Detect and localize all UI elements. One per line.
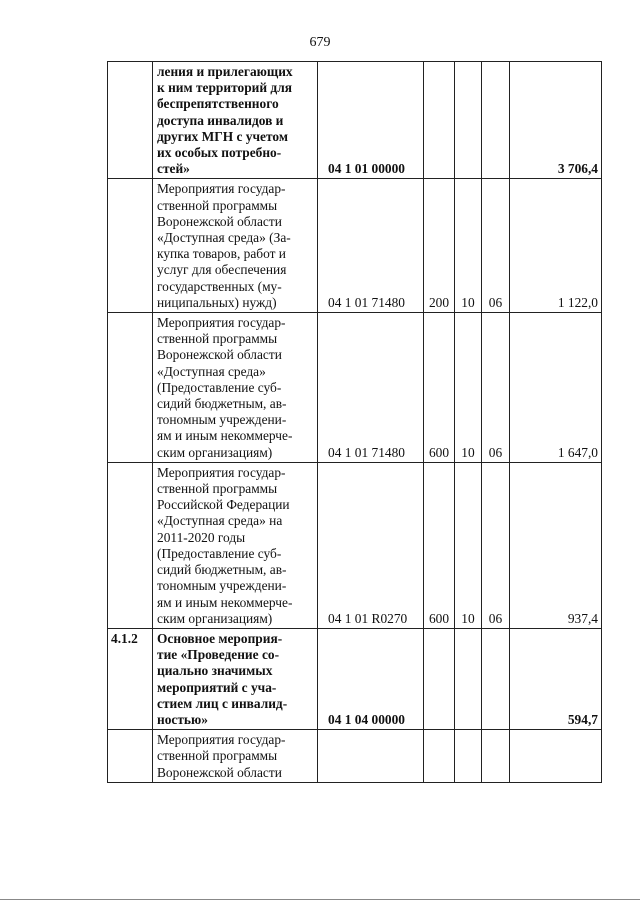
target-code-cell: 04 1 01 71480 <box>318 313 424 463</box>
row-number-cell <box>108 179 153 313</box>
expense-type-cell <box>424 628 455 729</box>
amount-cell: 937,4 <box>510 462 602 628</box>
table-row <box>108 313 602 463</box>
target-code-cell: 04 1 01 00000 <box>318 62 424 179</box>
row-name-cell <box>153 628 318 729</box>
row-name-cell <box>153 730 318 783</box>
row-name-text: Основное мероприя- тие «Проведение со- циально значимых мероприятий с уча- стием лиц с инвалид- ностью» <box>157 630 288 727</box>
table-row <box>108 62 602 179</box>
section-cell: 10 <box>455 462 482 628</box>
section-cell <box>455 730 482 783</box>
subsection-cell <box>482 730 510 783</box>
target-code-cell: 04 1 04 00000 <box>318 628 424 729</box>
subsection-cell <box>482 628 510 729</box>
row-name-cell <box>153 62 318 179</box>
expense-type-cell <box>424 730 455 783</box>
table-row <box>108 179 602 313</box>
subsection-cell: 06 <box>482 462 510 628</box>
page-bottom-rule <box>0 899 640 900</box>
section-cell <box>455 62 482 179</box>
row-number-cell <box>108 62 153 179</box>
row-number-cell <box>108 462 153 628</box>
target-code-cell: 04 1 01 R0270 <box>318 462 424 628</box>
row-name-cell <box>153 313 318 463</box>
row-name-text: Мероприятия государ- ственной программы Воронежской области «Доступная среда» (Предоставление суб- сидий бюджетным, ав- тономным учреждени- ям и иным некоммерче- ским организациям) <box>157 315 293 460</box>
table-body <box>108 62 602 783</box>
section-cell <box>455 628 482 729</box>
page-number: 679 <box>309 35 331 50</box>
amount-cell: 3 706,4 <box>510 62 602 179</box>
amount-cell: 1 122,0 <box>510 179 602 313</box>
row-name-text: Мероприятия государ- ственной программы Российской Федерации «Доступная среда» на 2011-2020 годы (Предоставление суб- сидий бюджетным, ав- тономным учреждени- ям и иным некоммерче- ским организациям) <box>157 464 293 626</box>
row-name-cell <box>153 462 318 628</box>
row-number-cell <box>108 313 153 463</box>
subsection-cell <box>482 62 510 179</box>
subsection-cell: 06 <box>482 313 510 463</box>
amount-cell <box>510 730 602 783</box>
row-name-text: ления и прилегающих к ним территорий для беспрепятственного доступа инвалидов и других МГН с учетом их особых потребно- стей» <box>157 64 293 177</box>
budget-table <box>107 61 602 783</box>
table-row <box>108 628 602 729</box>
row-name-text: Мероприятия государ- ственной программы Воронежской области «Доступная среда» (За- купка товаров, работ и услуг для обеспечения государственных (му- ниципальных) нужд) <box>157 181 291 310</box>
amount-cell: 1 647,0 <box>510 313 602 463</box>
expense-type-cell: 600 <box>424 313 455 463</box>
row-name-text: Мероприятия государ- ственной программы Воронежской области <box>157 732 286 780</box>
section-cell: 10 <box>455 179 482 313</box>
subsection-cell: 06 <box>482 179 510 313</box>
row-name-cell <box>153 179 318 313</box>
amount-cell: 594,7 <box>510 628 602 729</box>
table-row <box>108 730 602 783</box>
expense-type-cell: 200 <box>424 179 455 313</box>
row-number-cell: 4.1.2 <box>108 628 153 729</box>
section-cell: 10 <box>455 313 482 463</box>
target-code-cell: 04 1 01 71480 <box>318 179 424 313</box>
expense-type-cell: 600 <box>424 462 455 628</box>
row-number-cell <box>108 730 153 783</box>
table-row <box>108 462 602 628</box>
expense-type-cell <box>424 62 455 179</box>
target-code-cell <box>318 730 424 783</box>
